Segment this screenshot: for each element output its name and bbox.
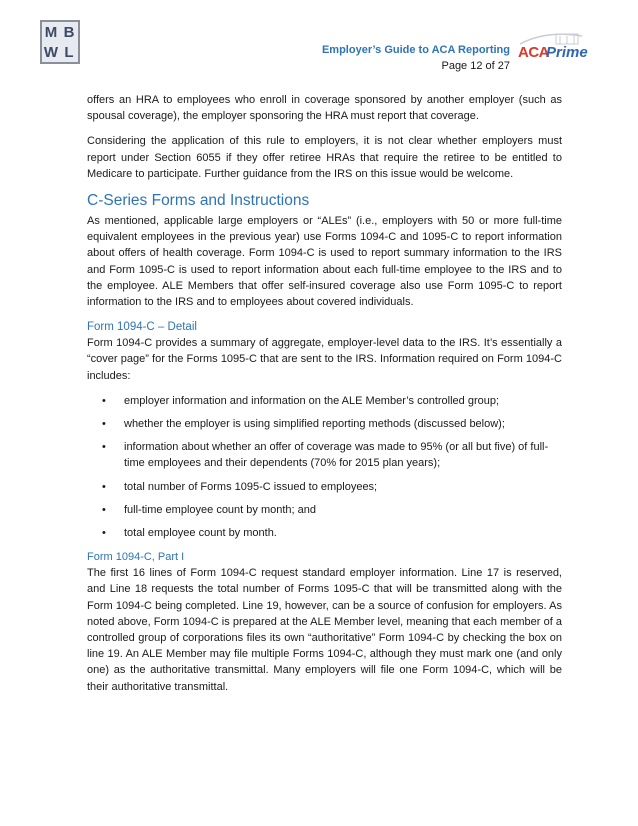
- logo-aca-text: ACA: [518, 44, 549, 61]
- bullet-icon: •: [102, 503, 106, 516]
- acaprime-logo: [516, 40, 586, 70]
- bullet-icon: •: [102, 480, 106, 493]
- bullet-icon: •: [102, 394, 106, 407]
- list-item: [87, 525, 562, 541]
- paragraph: As mentioned, applicable large employers or “ALEs” (i.e., employers with 50 or more full-time equivalent employees in the previous year) use Forms 1094-C and 1095-C to report information about offers of health coverage. Form 1094-C is used to report summary information to the IRS and Form 1095-C is used to report information about each full-time employee to the IRS and to the employee. ALE Members that offer self-insured coverage also use Form 1095-C to report information to the IRS and to employees about covered individuals.: [87, 215, 562, 309]
- document-body: [87, 92, 562, 695]
- list-item-text: whether the employer is using simplified reporting methods (discussed below);: [124, 418, 505, 431]
- list-item-text: employer information and information on the ALE Member’s controlled group;: [124, 394, 500, 407]
- bullet-icon: •: [102, 441, 106, 454]
- paragraph: Considering the application of this rule to employers, it is not clear whether employers must report under Section 6055 if they offer retiree HRAs that require the retiree to be entitled to Medicare to participate. Further guidance from the IRS on this issue would be welcome.: [87, 135, 562, 180]
- page-number: Page 12 of 27: [441, 60, 510, 72]
- mbwl-logo: [40, 20, 80, 64]
- logo-letter-l: L: [64, 43, 74, 61]
- logo-prime-text: Prime: [546, 44, 588, 61]
- subsection-heading: Form 1094-C, Part I: [87, 551, 185, 564]
- list-item: [87, 439, 562, 471]
- list-item: [87, 502, 562, 518]
- paragraph: The first 16 lines of Form 1094-C request standard employer information. Line 17 is reserved, and Line 18 requests the total number of Forms 1095-C that will be transmitted along with the Form 1094-C being completed. Line 19, however, can be a source of confusion for employers. As noted above, Form 1094-C is prepared at the ALE Member level, meaning that each member of a controlled group of corporations files its own “authoritative” Form 1094-C by checking the box on line 19. An ALE Member may file multiple Forms 1094-C, although they must mark one (and only one) as the authoritative transmittal. Many employers will file one Form 1094-C, which will be their authoritative transmittal.: [87, 567, 562, 693]
- list-item: [87, 416, 562, 432]
- logo-letter-b: B: [63, 23, 75, 41]
- list-item-text: information about whether an offer of coverage was made to 95% (or all but five) of full-time employees and their dependents (70% for 2015 plan years);: [124, 441, 549, 470]
- list-item-text: total number of Forms 1095-C issued to employees;: [124, 480, 378, 493]
- list-item-text: full-time employee count by month; and: [124, 503, 316, 516]
- list-item: [87, 393, 562, 409]
- logo-letter-m: M: [44, 23, 58, 41]
- document-title: Employer’s Guide to ACA Reporting: [321, 44, 510, 56]
- page-header: [0, 0, 638, 80]
- subsection-heading: Form 1094-C – Detail: [87, 321, 197, 334]
- list-item: [87, 479, 562, 495]
- list-item-text: total employee count by month.: [124, 527, 277, 540]
- bullet-list: [87, 393, 562, 541]
- bullet-icon: •: [102, 418, 106, 431]
- paragraph: Form 1094-C provides a summary of aggregate, employer-level data to the IRS. It’s essentially a “cover page” for the Forms 1095-C that are sent to the IRS. Information required on Form 1094-C includes:: [87, 337, 562, 382]
- bullet-icon: •: [102, 527, 106, 540]
- section-heading: C-Series Forms and Instructions: [87, 192, 310, 210]
- paragraph: offers an HRA to employees who enroll in coverage sponsored by another employer (such as spousal coverage), the employer sponsoring the HRA must report that coverage.: [87, 94, 562, 123]
- logo-letter-w: W: [43, 43, 59, 61]
